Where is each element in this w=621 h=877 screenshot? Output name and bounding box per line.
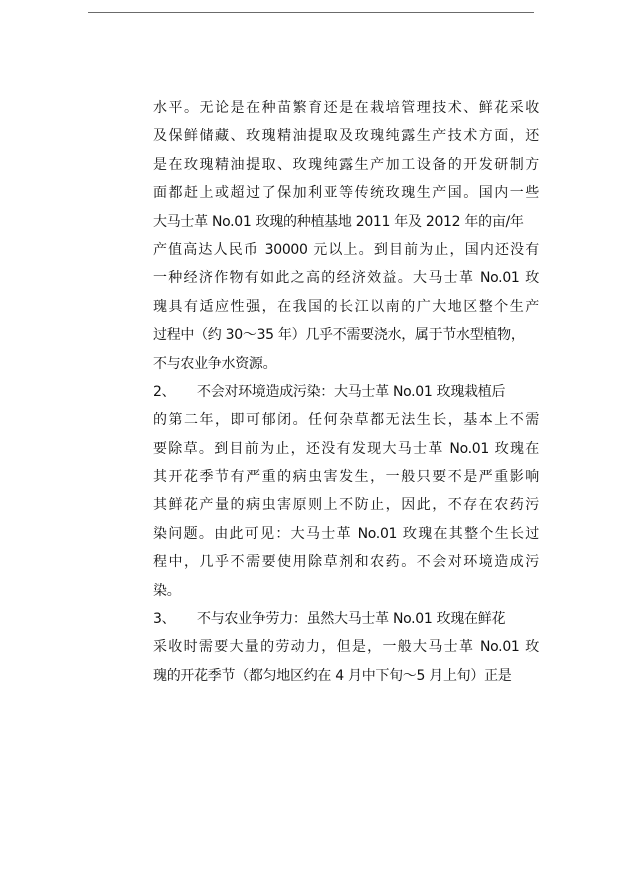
line-text: 程中，几乎不需要使用除草剂和农药。不会对环境造成污 — [153, 554, 539, 571]
line-text: 面都赶上或超过了保加利亚等传统玫瑰生产国。国内一些 — [153, 185, 539, 202]
text-line — [153, 122, 539, 150]
list-number: 2、 — [153, 383, 176, 400]
line-text: 一种经济作物有如此之高的经济效益。大马士革 No.01 玫 — [153, 270, 539, 287]
numbered-paragraph-line — [153, 605, 539, 633]
line-text: 产值高达人民币 30000 元以上。到目前为止，国内还没有 — [153, 241, 539, 258]
line-text: 大马士革 No.01 玫瑰的种植基地 2011 年及 2012 年的亩/年 — [153, 213, 524, 230]
text-line — [153, 293, 539, 321]
line-text: 采收时需要大量的劳动力，但是，一般大马士革 No.01 玫 — [153, 639, 539, 656]
document-body — [153, 94, 539, 690]
text-line — [153, 406, 539, 434]
line-text: 及保鲜储藏、玫瑰精油提取及玫瑰纯露生产技术方面，还 — [153, 128, 539, 145]
line-text: 要除草。到目前为止，还没有发现大马士革 No.01 玫瑰在 — [153, 440, 539, 457]
line-text: 瑰具有适应性强，在我国的长江以南的广大地区整个生产 — [153, 298, 539, 315]
text-line — [153, 577, 539, 605]
line-text: 染问题。由此可见：大马士革 No.01 玫瑰在其整个生长过 — [153, 525, 539, 542]
text-line — [153, 633, 539, 661]
list-number: 3、 — [153, 611, 176, 628]
text-line — [153, 321, 539, 349]
text-line — [153, 94, 539, 122]
line-text: 的第二年，即可郁闭。任何杂草都无法生长，基本上不需 — [153, 412, 539, 429]
text-line — [153, 548, 539, 576]
text-line — [153, 435, 539, 463]
text-line — [153, 208, 539, 236]
numbered-paragraph-line — [153, 378, 539, 406]
text-line — [153, 179, 539, 207]
text-line — [153, 662, 539, 690]
line-text: 是在玫瑰精油提取、玫瑰纯露生产加工设备的开发研制方 — [153, 156, 539, 173]
line-text: 水平。无论是在种苗繁育还是在栽培管理技术、鲜花采收 — [153, 100, 539, 116]
line-text: 染。 — [153, 582, 181, 599]
line-text: 过程中（约 30～35 年）几乎不需要浇水，属于节水型植物， — [153, 327, 525, 344]
text-line — [153, 463, 539, 491]
text-line — [153, 151, 539, 179]
text-line — [153, 236, 539, 264]
line-text: 不与农业争劳力：虽然大马士革 No.01 玫瑰在鲜花 — [197, 611, 506, 628]
text-line — [153, 520, 539, 548]
line-text: 瑰的开花季节（都匀地区约在 4 月中下旬～5 月上旬）正是 — [153, 667, 512, 684]
header-rule — [88, 12, 534, 13]
line-text: 不与农业争水资源。 — [153, 355, 277, 372]
line-text: 不会对环境造成污染：大马士革 No.01 玫瑰栽植后 — [197, 383, 506, 400]
line-text: 其开花季节有严重的病虫害发生，一般只要不是严重影响 — [153, 469, 539, 486]
text-line — [153, 350, 539, 378]
text-line — [153, 491, 539, 519]
text-line — [153, 264, 539, 292]
line-text: 其鲜花产量的病虫害原则上不防止，因此，不存在农药污 — [153, 497, 539, 514]
